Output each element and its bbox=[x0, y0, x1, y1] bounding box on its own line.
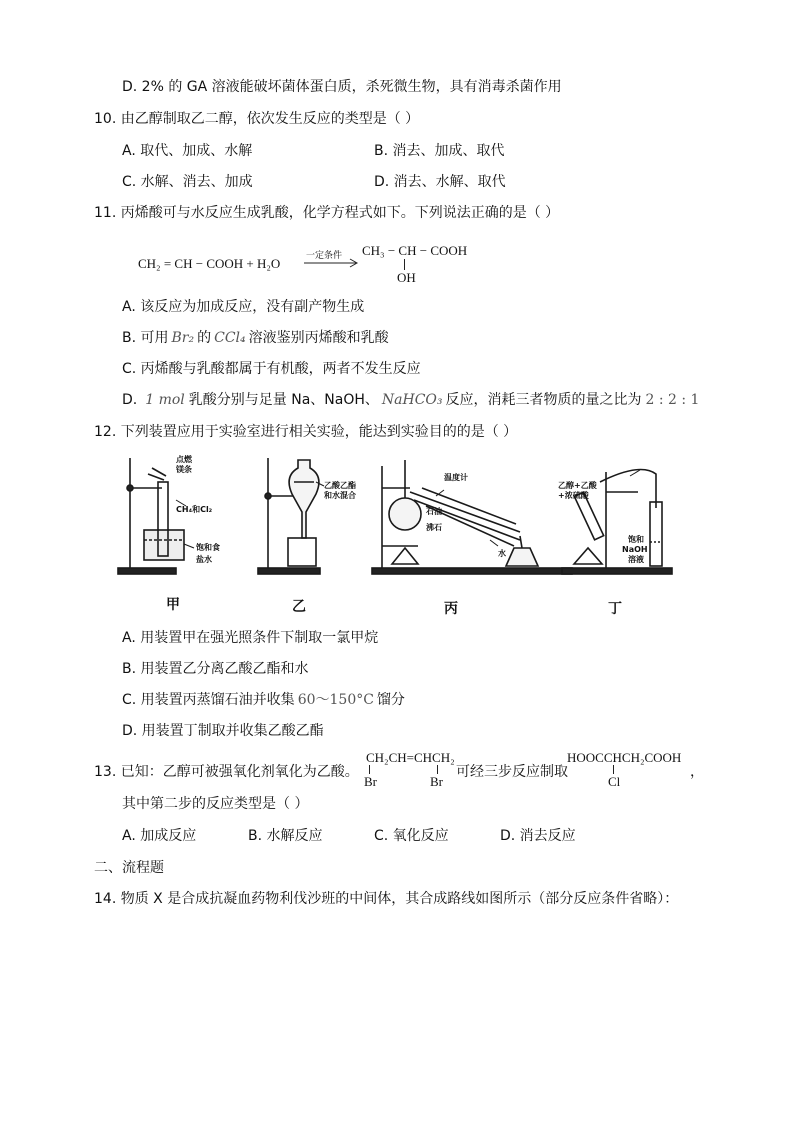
q12-option-c bbox=[122, 691, 405, 709]
q13-bond2 bbox=[437, 765, 438, 774]
q13-option-d: D. 消去反应 bbox=[500, 828, 576, 844]
q13-bond3 bbox=[613, 765, 614, 774]
q12-option-c-text1: C. 用装置丙蒸馏石油并收集 bbox=[122, 692, 295, 708]
fig-label-d3: 饱和 bbox=[628, 535, 644, 544]
q10-stem: 10. 由乙醇制取乙二醇，依次发生反应的类型是（ ） bbox=[94, 111, 420, 127]
q11-equation-left: CH₂ = CH − COOH + H₂O bbox=[138, 256, 281, 271]
section-heading: 二、流程题 bbox=[94, 860, 164, 876]
fig-label-d1: 乙醇+乙酸 bbox=[558, 481, 597, 490]
q12-stem: 12. 下列装置应用于实验室进行相关实验，能达到实验目的的是（ ） bbox=[94, 424, 518, 440]
fig-label-a5: 盐水 bbox=[196, 555, 212, 564]
q10-option-a: A. 取代、加成、水解 bbox=[122, 143, 253, 159]
q12-option-a: A. 用装置甲在强光照条件下制取一氯甲烷 bbox=[122, 630, 379, 646]
q12-option-c-text2: 馏分 bbox=[376, 692, 405, 708]
q11-option-c: C. 丙烯酸与乳酸都属于有机酸，两者不发生反应 bbox=[122, 361, 421, 377]
q11-bond-line bbox=[404, 259, 405, 270]
q11-option-d bbox=[122, 391, 699, 409]
q13-stem-line2: 其中第二步的反应类型是（ ） bbox=[122, 796, 309, 812]
fig-label-c4: 水 bbox=[498, 549, 506, 558]
apparatus-yi bbox=[258, 458, 324, 574]
fig-label-d4: NaOH bbox=[622, 545, 648, 554]
q13-option-c: C. 氧化反应 bbox=[374, 828, 449, 844]
fig-label-c2: 石油 bbox=[426, 507, 442, 516]
q11-equation-right: CH₃ − CH − COOH bbox=[362, 243, 468, 258]
fig-label-c1: 温度计 bbox=[444, 473, 468, 482]
q13-option-a: A. 加成反应 bbox=[122, 828, 197, 844]
q11-option-a: A. 该反应为加成反应，没有副产物生成 bbox=[122, 299, 365, 315]
q13-stem-part2: 可经三步反应制取 bbox=[456, 764, 568, 780]
q12-caption-jia: 甲 bbox=[166, 597, 180, 613]
q11-option-d-text2: 反应，消耗三者物质的量之比为 bbox=[445, 392, 642, 408]
q12-option-b: B. 用装置乙分离乙酸乙酯和水 bbox=[122, 661, 309, 677]
fig-label-a3: CH₄和Cl₂ bbox=[176, 505, 213, 514]
q11-option-b-text1: B. 可用 bbox=[122, 330, 169, 346]
q12-option-c-range: 60～150°C bbox=[297, 692, 374, 708]
q13-bond1 bbox=[369, 765, 370, 774]
q12-caption-bing: 丙 bbox=[444, 601, 458, 617]
q11-equation-condition: 一定条件 bbox=[306, 250, 343, 260]
q9-option-d: D. 2% 的 GA 溶液能破坏菌体蛋白质，杀死微生物，具有消毒杀菌作用 bbox=[122, 79, 562, 95]
fig-label-d2: +浓硫酸 bbox=[558, 491, 589, 500]
q12-caption-yi: 乙 bbox=[292, 599, 306, 615]
fig-label-b2: 和水混合 bbox=[324, 491, 356, 500]
q11-option-d-ratio: 2 : 2 : 1 bbox=[645, 392, 700, 408]
reaction-arrow-icon bbox=[304, 258, 360, 268]
q11-option-b-ccl4: CCl₄ bbox=[214, 330, 246, 346]
apparatus-bing bbox=[372, 460, 572, 574]
q12-caption-ding: 丁 bbox=[608, 601, 622, 617]
q10-option-b: B. 消去、加成、取代 bbox=[374, 143, 505, 159]
q11-option-b-text2: 的 bbox=[197, 330, 212, 346]
q12-apparatus-figure bbox=[110, 452, 690, 582]
q11-equation-right-oh: OH bbox=[397, 270, 416, 285]
q10-option-c: C. 水解、消去、加成 bbox=[122, 174, 253, 190]
q14-stem: 14. 物质 X 是合成抗凝血药物利伐沙班的中间体，其合成路线如图所示（部分反应条件省略）： bbox=[94, 891, 679, 907]
q11-option-b bbox=[122, 329, 389, 347]
q11-option-d-mol: 1 mol bbox=[145, 392, 185, 408]
apparatus-jia bbox=[118, 458, 194, 574]
q13-structure2: HOOCCHCH₂COOH bbox=[567, 750, 682, 765]
q12-option-d: D. 用装置丁制取并收集乙酸乙酯 bbox=[122, 723, 324, 739]
fig-label-b1: 乙酸乙酯 bbox=[324, 481, 356, 490]
q11-option-b-text3: 溶液鉴别丙烯酸和乳酸 bbox=[248, 330, 389, 346]
fig-label-c3: 沸石 bbox=[426, 523, 442, 532]
q11-option-d-nahco3: NaHCO₃ bbox=[381, 392, 443, 408]
fig-label-d5: 溶液 bbox=[628, 555, 644, 564]
fig-label-a2: 镁条 bbox=[176, 465, 192, 474]
q13-stem-comma: ， bbox=[690, 764, 704, 780]
fig-label-a1: 点燃 bbox=[176, 455, 192, 464]
q11-stem: 11. 丙烯酸可与水反应生成乳酸，化学方程式如下。下列说法正确的是（ ） bbox=[94, 205, 560, 221]
q13-structure1: CH₂CH=CHCH₂ bbox=[366, 750, 455, 765]
q11-option-b-br2: Br₂ bbox=[171, 330, 195, 346]
q13-structure1-br2: Br bbox=[430, 774, 443, 789]
q13-structure1-br1: Br bbox=[364, 774, 377, 789]
q13-structure2-cl: Cl bbox=[608, 774, 621, 789]
q13-stem-part1: 13. 已知：乙醇可被强氧化剂氧化为乙酸。 bbox=[94, 764, 359, 780]
q11-option-d-letter: D. bbox=[122, 392, 138, 408]
q13-option-b: B. 水解反应 bbox=[248, 828, 323, 844]
fig-label-a4: 饱和食 bbox=[196, 543, 220, 552]
q10-option-d: D. 消去、水解、取代 bbox=[374, 174, 506, 190]
q11-option-d-text1: 乳酸分别与足量 Na、NaOH、 bbox=[188, 392, 379, 408]
